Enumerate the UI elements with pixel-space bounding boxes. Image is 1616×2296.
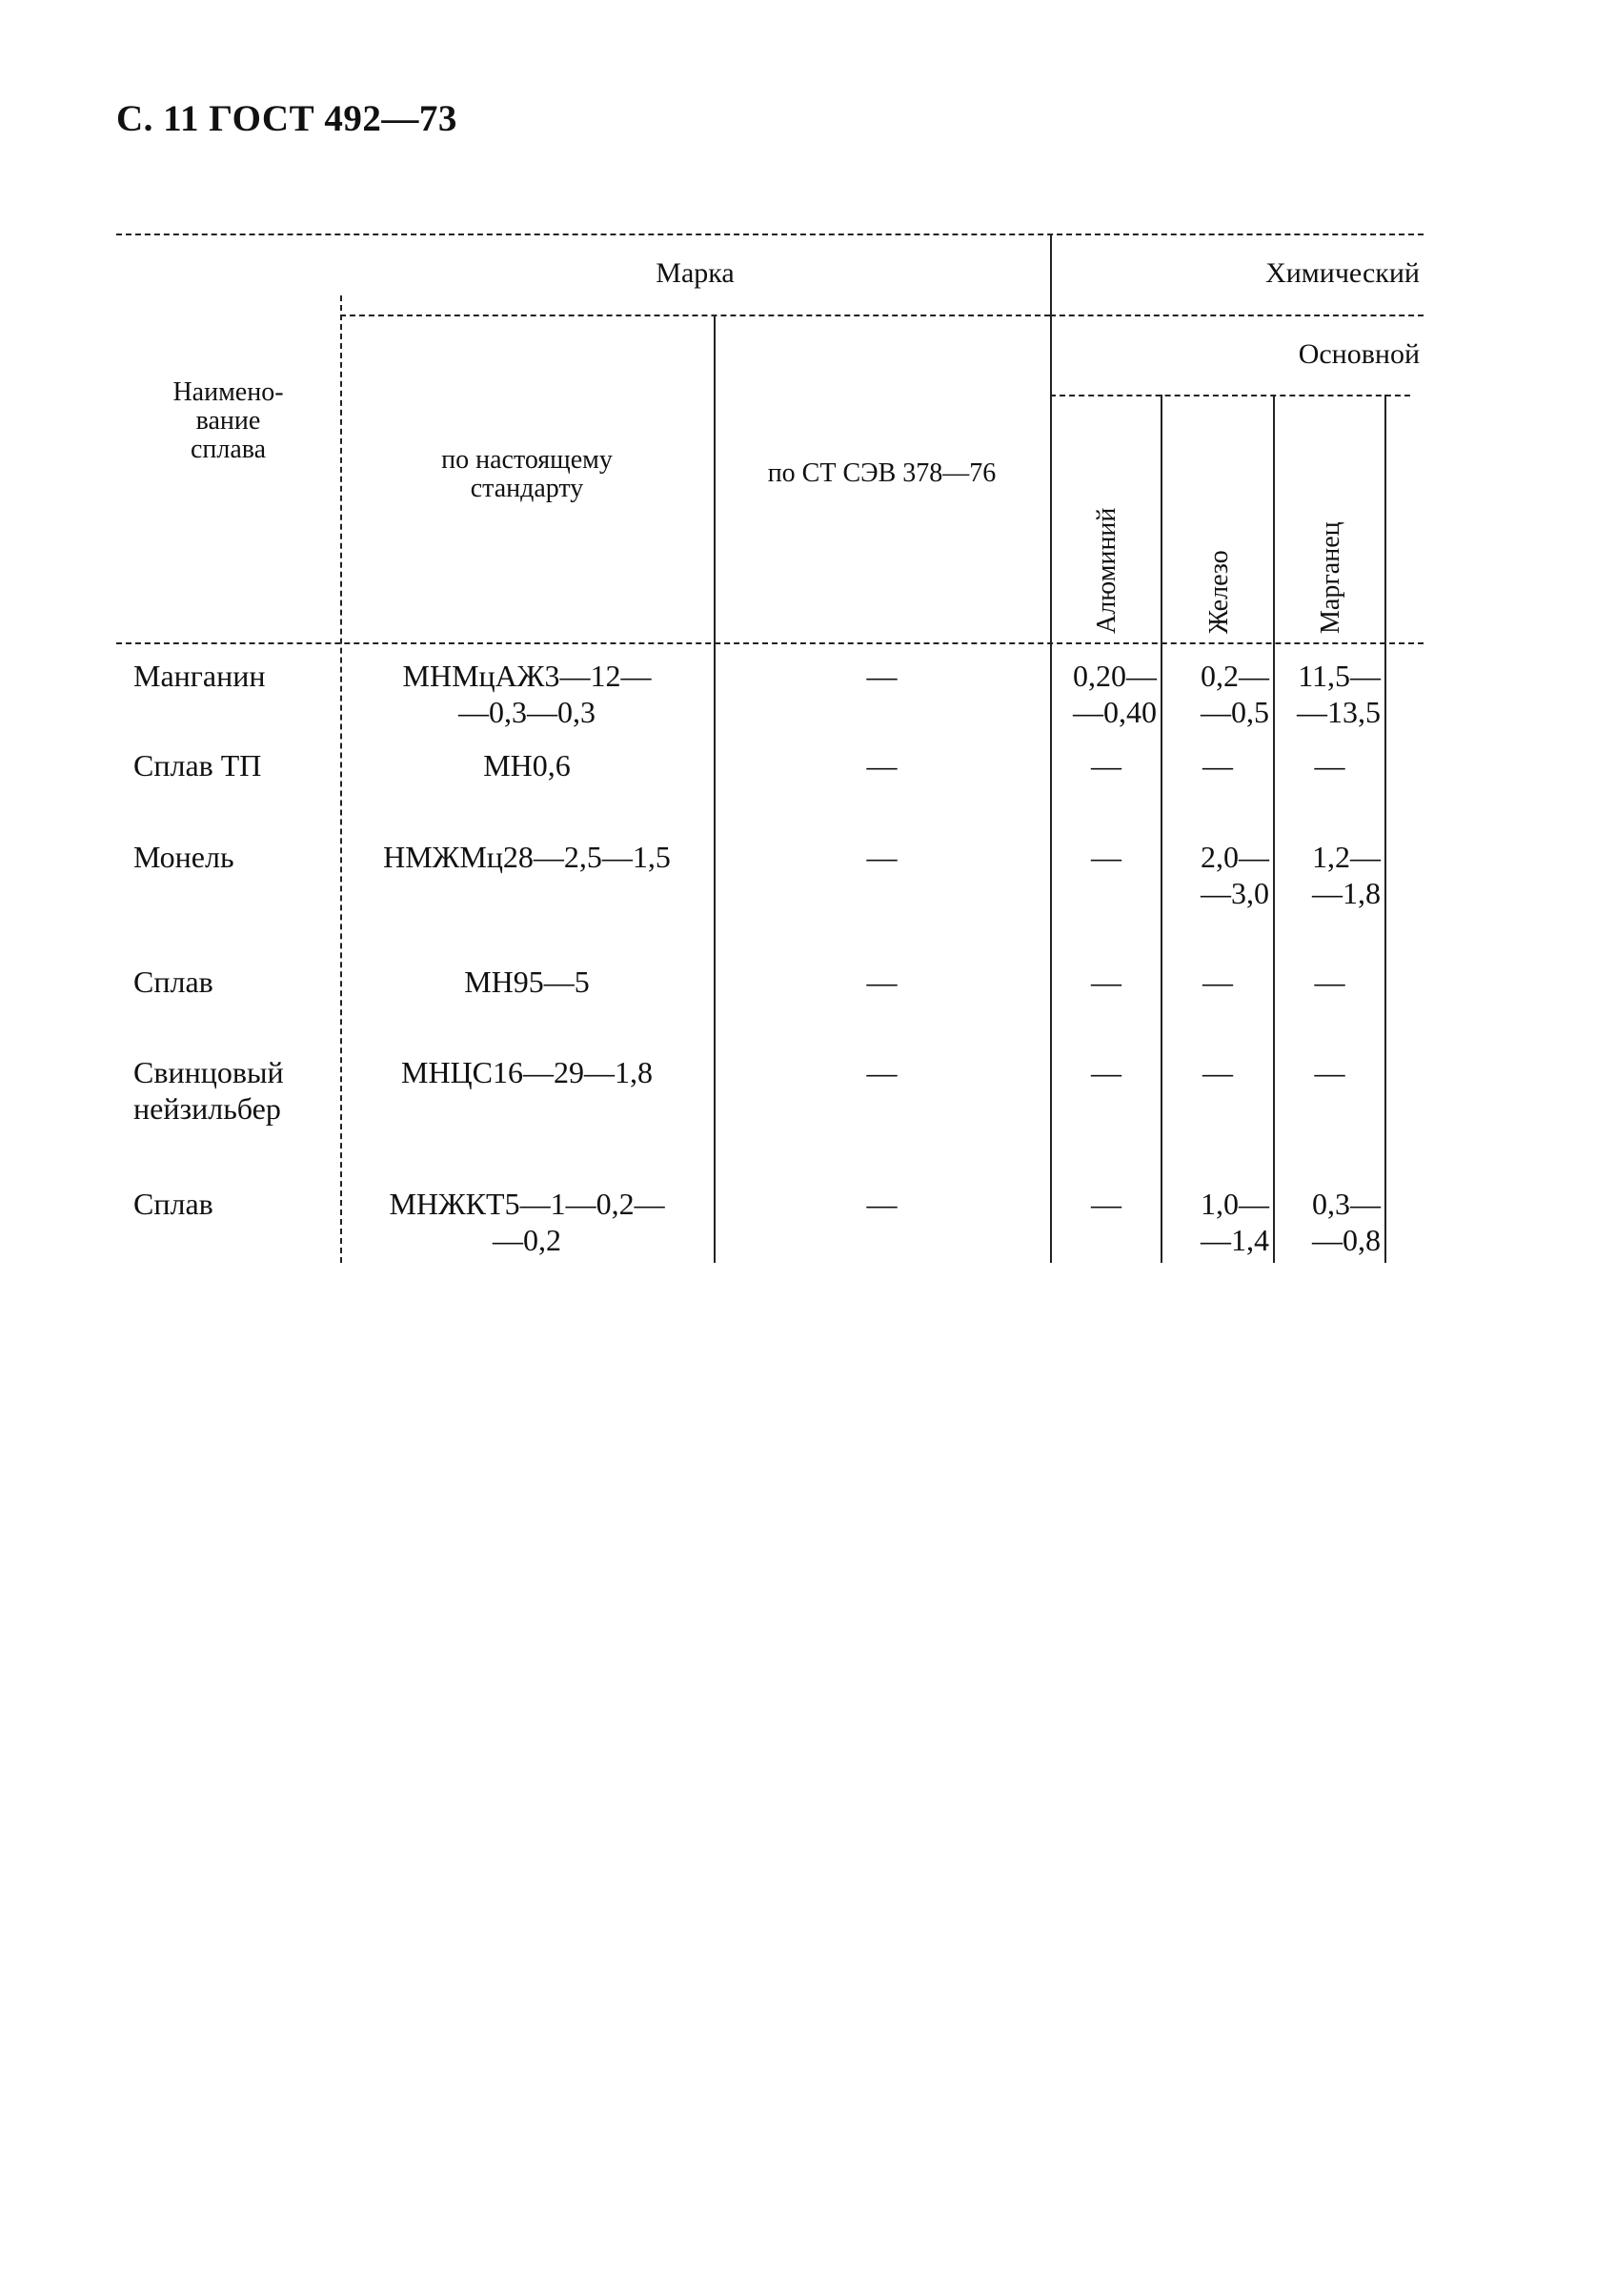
cell-sev: —	[866, 1187, 898, 1221]
cell-sev: —	[866, 965, 898, 999]
header-manganese: Марганец	[1316, 521, 1345, 634]
header-iron: Железо	[1204, 550, 1234, 634]
cell-manganese: 0,3— —0,8	[1312, 1187, 1381, 1257]
cell-alloy-name: Монель	[133, 840, 234, 874]
page-header: С. 11 ГОСТ 492—73	[116, 98, 457, 139]
cell-iron: —	[1202, 748, 1233, 782]
cell-sev: —	[866, 659, 898, 693]
cell-sev: —	[866, 1055, 898, 1089]
col-divider-grade	[714, 316, 716, 1263]
cell-manganese: —	[1314, 1055, 1345, 1089]
cell-aluminum: —	[1091, 1055, 1121, 1089]
cell-manganese: 11,5— —13,5	[1297, 659, 1381, 729]
cell-grade: МНМцАЖ3—12— —0,3—0,3	[402, 659, 652, 729]
cell-sev: —	[866, 840, 898, 874]
chem-group-rule	[1050, 315, 1424, 316]
cell-grade: МН95—5	[464, 965, 590, 999]
cell-aluminum: —	[1091, 965, 1121, 999]
header-bottom-rule	[116, 642, 1424, 644]
cell-aluminum: —	[1091, 840, 1121, 874]
cell-aluminum: —	[1091, 748, 1121, 782]
cell-alloy-name: Сплав ТП	[133, 748, 262, 782]
col-divider-al	[1161, 395, 1162, 1263]
cell-manganese: —	[1314, 965, 1345, 999]
header-aluminum: Алюминий	[1092, 507, 1121, 634]
grade-group-rule	[340, 315, 1050, 316]
cell-alloy-name: Сплав	[133, 965, 213, 999]
cell-grade: НМЖМц28—2,5—1,5	[383, 840, 671, 874]
cell-sev: —	[866, 748, 898, 782]
cell-alloy-name: Манганин	[133, 659, 266, 693]
header-main: Основной	[1298, 338, 1420, 370]
chem-subgroup-rule	[1050, 395, 1410, 396]
cell-grade: МНЖКТ5—1—0,2— —0,2	[389, 1187, 665, 1257]
header-grade-standard: по настоящему стандарту	[441, 445, 613, 503]
col-divider-fe	[1273, 395, 1275, 1263]
cell-grade: МН0,6	[483, 748, 571, 782]
cell-iron: 0,2— —0,5	[1201, 659, 1269, 729]
cell-manganese: 1,2— —1,8	[1312, 840, 1381, 910]
cell-iron: —	[1202, 965, 1233, 999]
cell-alloy-name: Свинцовый нейзильбер	[133, 1055, 284, 1126]
cell-alloy-name: Сплав	[133, 1187, 213, 1221]
col-divider-mn	[1384, 395, 1386, 1263]
header-alloy-name: Наимено- вание сплава	[172, 377, 284, 464]
table-top-rule	[116, 234, 1424, 235]
cell-grade: МНЦС16—29—1,8	[400, 1055, 653, 1089]
header-grade-sev: по СТ СЭВ 378—76	[767, 458, 997, 488]
cell-iron: —	[1202, 1055, 1233, 1089]
cell-aluminum: 0,20— —0,40	[1073, 659, 1157, 729]
header-grade: Марка	[656, 257, 735, 289]
cell-aluminum: —	[1091, 1187, 1121, 1221]
header-chemical: Химический	[1265, 257, 1420, 289]
cell-manganese: —	[1314, 748, 1345, 782]
cell-iron: 1,0— —1,4	[1201, 1187, 1269, 1257]
cell-iron: 2,0— —3,0	[1201, 840, 1269, 910]
